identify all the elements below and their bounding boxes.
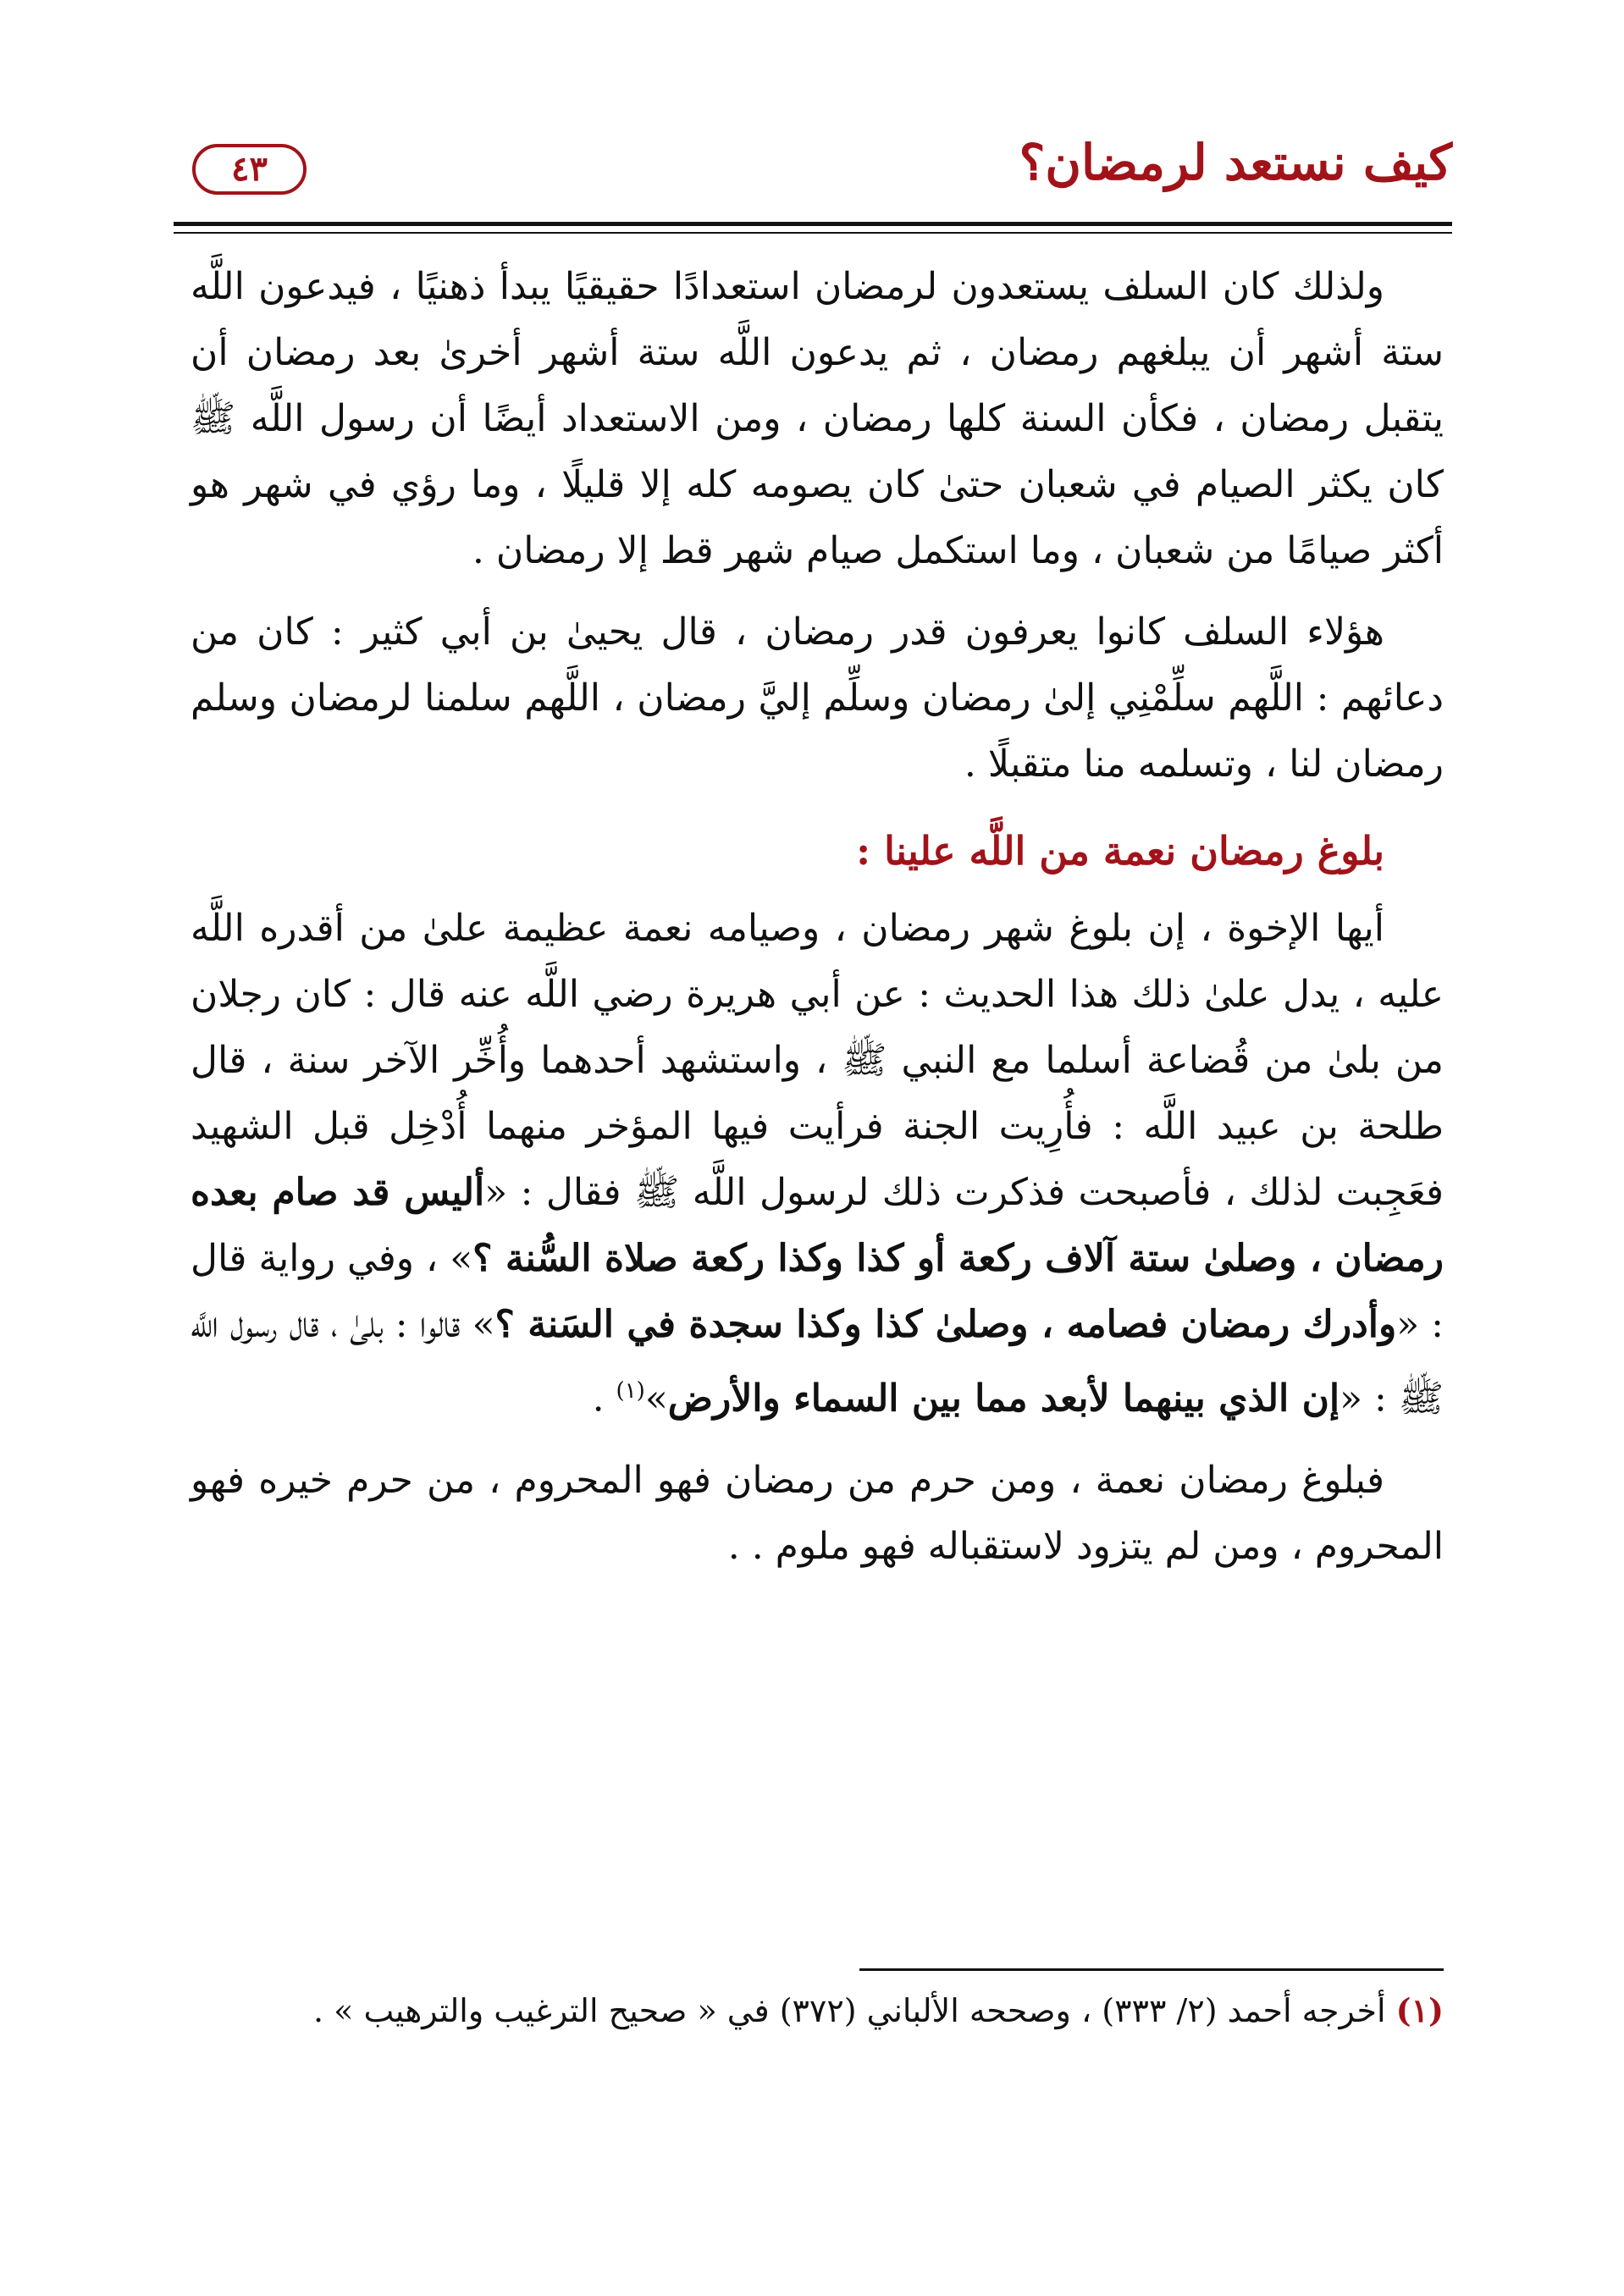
footnote-text: أخرجه أحمد (٢/ ٣٣٣) ، وصححه الألباني (٣٧٢) في « صحيح الترغيب والترهيب » .	[312, 1992, 1386, 2029]
hadith-text-4: »	[644, 1377, 668, 1421]
hadith-quote-3: إن الذي بينهما لأبعد مما بين السماء والأرض	[667, 1377, 1340, 1421]
footnote	[191, 1985, 1444, 2036]
header-rule-thick	[174, 222, 1452, 226]
paragraph-closing: فبلوغ رمضان نعمة ، ومن حرم من رمضان فهو المحروم ، من حرم خيره فهو المحروم ، ومن لم يتزود لاستقباله فهو ملوم . .	[191, 1458, 1444, 1568]
chapter-title: كيف نستعد لرمضان؟	[1019, 134, 1452, 191]
paragraph-salaf-preparation: ولذلك كان السلف يستعدون لرمضان استعدادًا حقيقيًا يبدأ ذهنيًا ، فيدعون اللَّه ستة أشهر أن يبلغهم رمضان ، ثم يدعون اللَّه ستة أشهر أخرىٰ بعد رمضان أن يتقبل رمضان ، فكأن السنة كلها رمضان ، ومن الاستعداد أيضًا أن رسول اللَّه ﷺ كان يكثر الصيام في شعبان حتىٰ كان يصومه كله إلا قليلًا ، وما رؤي في شهر هو أكثر صيامًا من شعبان ، وما استكمل صيام شهر قط إلا رمضان .	[191, 265, 1444, 572]
page-header	[174, 127, 1452, 220]
footnote-separator	[859, 1968, 1444, 1971]
hadith-quote-2: وأدرك رمضان فصامه ، وصلىٰ كذا وكذا سجدة في السَنة ؟	[494, 1303, 1397, 1346]
header-rule-thin	[174, 232, 1452, 234]
footnote-reference[interactable]: (١)	[616, 1378, 645, 1404]
hadith-text-5: .	[592, 1377, 616, 1421]
paragraph-hadith	[191, 896, 1444, 1432]
hadith-text-3: » قالوا : بلىٰ ، قال رسول اللَّه ﷺ : «	[191, 1303, 1444, 1421]
hadith-text-1: أيها الإخوة ، إن بلوغ شهر رمضان ، وصيامه نعمة عظيمة علىٰ من أقدره اللَّه عليه ، يدل علىٰ ذلك هذا الحديث : عن أبي هريرة رضي اللَّه عنه قال : كان رجلان من بلىٰ من قُضاعة أسلما مع النبي ﷺ ، واستشهد أحدهما وأُخِّر الآخر سنة ، قال طلحة بن عبيد اللَّه : فأُرِيت الجنة فرأيت فيها المؤخر منهما أُدْخِل قبل الشهيد فعَجِبت لذلك ، فأصبحت فذكرت ذلك لرسول اللَّه ﷺ فقال : «	[191, 907, 1444, 1214]
page-number-badge: ٤٣	[192, 144, 307, 195]
main-text	[191, 254, 1444, 1580]
hadith-quote-1: أليس قد صام بعده رمضان ، وصلىٰ ستة آلاف ركعة أو كذا وكذا ركعة صلاة السُّنة ؟	[191, 1171, 1444, 1280]
section-heading: بلوغ رمضان نعمة من اللَّه علينا :	[856, 828, 1384, 874]
hadith-text-2: » ، وفي رواية قال : «	[191, 1237, 1444, 1346]
paragraph-salaf-dua: هؤلاء السلف كانوا يعرفون قدر رمضان ، قال يحيىٰ بن أبي كثير : كان من دعائهم : اللَّهم سلِّمْنِي إلىٰ رمضان وسلِّم إليَّ رمضان ، اللَّهم سلمنا لرمضان وسلم رمضان لنا ، وتسلمه منا متقبلًا .	[191, 610, 1444, 786]
footnote-marker: (١)	[1395, 1991, 1444, 2029]
